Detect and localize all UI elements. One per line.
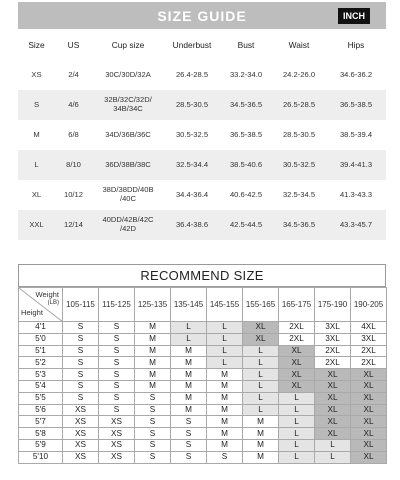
recommend-row [19,333,387,345]
recommended-size-cell: M [207,369,243,381]
recommended-size-cell: M [135,333,171,345]
height-cell: 5'5 [19,392,63,404]
recommended-size-cell: XL [315,428,351,440]
recommended-size-cell: XL [351,451,387,463]
recommended-size-cell: XL [279,345,315,357]
recommended-size-cell: M [207,404,243,416]
recommended-size-cell: XL [243,322,279,334]
weight-range-header: 190-205 [351,288,387,322]
recommend-row [19,439,387,451]
height-cell: 5'4 [19,380,63,392]
recommended-size-cell: L [279,392,315,404]
size-guide-cell: 26.4-28.5 [175,69,209,79]
recommend-row [19,322,387,334]
recommended-size-cell: M [171,392,207,404]
size-guide-cell: 12/14 [55,210,92,240]
recommended-size-cell: XL [351,439,387,451]
recommended-size-cell: L [279,416,315,428]
recommended-size-cell: S [63,357,99,369]
recommended-size-cell: S [99,333,135,345]
recommended-size-cell: XS [63,416,99,428]
recommended-size-cell: L [279,451,315,463]
size-guide-cell: 28.5-30.5 [282,129,316,139]
size-guide-cell: 34D/36B/36C [105,129,151,139]
size-guide-row [18,210,386,240]
recommended-size-cell: XS [99,451,135,463]
recommended-size-cell: S [99,392,135,404]
recommend-row [19,404,387,416]
height-cell: 5'10 [19,451,63,463]
recommended-size-cell: L [207,322,243,334]
size-guide-cell: 38.5-40.6 [220,150,272,180]
size-guide-cell: 32B/32C/32D/ 34B/34C [92,90,164,120]
recommended-size-cell: 3XL [315,333,351,345]
size-guide-cell: 36.5-38.5 [229,129,263,139]
recommended-size-cell: L [207,333,243,345]
recommended-size-cell: S [171,428,207,440]
recommended-size-cell: L [171,322,207,334]
recommended-size-cell: S [63,380,99,392]
recommended-size-cell: XL [243,333,279,345]
recommended-size-cell: 3XL [315,322,351,334]
weight-range-header: 135-145 [171,288,207,322]
size-guide-cell: 41.3-43.3 [339,189,373,199]
recommended-size-cell: S [99,380,135,392]
recommended-size-cell: S [99,357,135,369]
recommended-size-cell: XL [351,416,387,428]
height-cell: 5'2 [19,357,63,369]
recommended-size-cell: M [171,345,207,357]
recommended-size-cell: M [207,392,243,404]
size-guide-cell: 43.3-45.7 [326,210,386,240]
size-guide-row [18,120,386,150]
weight-range-header: 145-155 [207,288,243,322]
recommended-size-cell: S [135,428,171,440]
recommended-size-cell: XL [315,416,351,428]
size-guide-cell: 36.4-38.6 [164,210,220,240]
size-guide-col-header: Size [28,40,45,50]
recommend-row [19,451,387,463]
recommended-size-cell: XL [351,404,387,416]
size-guide-col-header: Bust [237,40,255,50]
height-label: Height [21,308,43,317]
recommended-size-cell: XS [99,428,135,440]
recommended-size-cell: 2XL [351,345,387,357]
size-guide-row [18,60,386,90]
recommended-size-cell: M [243,451,279,463]
size-guide-row [18,150,386,180]
recommended-size-cell: L [243,369,279,381]
recommended-size-cell: L [243,380,279,392]
recommended-size-cell: M [207,428,243,440]
recommended-size-cell: L [279,404,315,416]
recommended-size-cell: M [171,357,207,369]
size-guide-cell: 2/4 [68,69,79,79]
recommended-size-cell: M [207,416,243,428]
recommended-size-cell: XL [279,380,315,392]
recommended-size-cell: S [171,416,207,428]
recommend-row [19,345,387,357]
weight-range-header: 175-190 [315,288,351,322]
size-guide-cell: 28.5-30.5 [164,90,220,120]
size-guide-cell: 39.4-41.3 [326,150,386,180]
height-cell: 5'9 [19,439,63,451]
size-guide-row [18,90,386,120]
recommended-size-cell: XL [315,369,351,381]
size-guide-col-header: Cup size [111,40,145,50]
recommended-size-cell: 2XL [315,357,351,369]
recommended-size-cell: M [135,345,171,357]
size-guide-col-header: Waist [288,40,310,50]
size-guide-cell: 8/10 [55,150,92,180]
recommended-size-cell: S [135,451,171,463]
size-guide-cell: 36.5-38.5 [326,90,386,120]
recommended-size-cell: S [135,416,171,428]
recommend-size-title: RECOMMEND SIZE [18,264,386,287]
size-guide-cell: 24.2-26.0 [282,69,316,79]
weight-range-header: 125-135 [135,288,171,322]
recommend-row [19,380,387,392]
size-label-cell: L [18,150,55,180]
size-guide-col-header: Hips [347,40,365,50]
recommended-size-cell: 3XL [351,333,387,345]
height-cell: 4'1 [19,322,63,334]
recommended-size-cell: S [63,392,99,404]
recommended-size-cell: XL [315,404,351,416]
recommend-row [19,428,387,440]
size-guide-table [18,30,386,240]
recommended-size-cell: XL [279,357,315,369]
recommended-size-cell: XL [279,369,315,381]
weight-range-header: 105-115 [63,288,99,322]
recommended-size-cell: S [135,392,171,404]
unit-badge: INCH [338,8,370,24]
recommended-size-cell: M [207,380,243,392]
height-cell: 5'8 [19,428,63,440]
recommended-size-cell: XS [63,439,99,451]
size-guide-cell: 33.2-34.0 [229,69,263,79]
recommended-size-cell: 2XL [279,333,315,345]
recommended-size-cell: L [171,333,207,345]
weight-range-header: 165-175 [279,288,315,322]
weight-height-corner [19,288,63,322]
size-guide-cell: 10/12 [63,189,83,199]
height-cell: 5'3 [19,369,63,381]
recommended-size-cell: XS [63,428,99,440]
weight-range-header: 155-165 [243,288,279,322]
recommended-size-cell: S [171,439,207,451]
recommended-size-cell: S [99,404,135,416]
size-label-cell: M [33,129,40,139]
size-label-cell: XL [31,189,42,199]
size-guide-cell: 32.5-34.4 [164,150,220,180]
size-guide-header-row [18,30,386,60]
size-guide-col-header: US [67,40,80,50]
size-guide-cell: 30.5-32.5 [272,150,326,180]
recommend-size-section [18,264,386,464]
size-guide-row [18,180,386,210]
size-label-cell: S [18,90,55,120]
recommended-size-cell: 2XL [315,345,351,357]
recommended-size-cell: L [207,345,243,357]
recommended-size-cell: XL [351,369,387,381]
recommended-size-cell: S [63,322,99,334]
height-cell: 5'6 [19,404,63,416]
recommended-size-cell: XS [99,439,135,451]
recommended-size-cell: M [243,416,279,428]
size-guide-header [18,2,386,29]
recommended-size-cell: L [243,404,279,416]
size-guide-cell: 34.6-36.2 [339,69,373,79]
recommend-header-row [19,288,387,322]
recommended-size-cell: S [63,345,99,357]
recommended-size-cell: M [135,322,171,334]
recommended-size-cell: 2XL [351,357,387,369]
recommended-size-cell: M [135,357,171,369]
recommended-size-cell: L [279,439,315,451]
recommended-size-cell: L [207,357,243,369]
recommended-size-cell: S [99,322,135,334]
recommended-size-cell: S [207,451,243,463]
recommended-size-cell: 4XL [351,322,387,334]
size-guide-cell: 26.5-28.5 [272,90,326,120]
size-guide-cell: 42.5-44.5 [220,210,272,240]
recommended-size-cell: L [315,439,351,451]
recommended-size-cell: L [279,428,315,440]
height-cell: 5'0 [19,333,63,345]
recommended-size-cell: M [171,404,207,416]
recommended-size-cell: L [243,345,279,357]
recommended-size-cell: M [171,380,207,392]
size-guide-cell: 6/8 [68,129,79,139]
size-guide-cell: 34.5-36.5 [220,90,272,120]
recommended-size-cell: S [135,439,171,451]
recommended-size-cell: XL [315,392,351,404]
weight-label: Weight (LB) [35,290,59,306]
recommend-size-table [18,287,387,464]
size-guide-cell: 30.5-32.5 [175,129,209,139]
size-guide-cell: 38.5-39.4 [339,129,373,139]
recommended-size-cell: XS [63,404,99,416]
size-label-cell: XS [31,69,42,79]
recommended-size-cell: M [171,369,207,381]
recommended-size-cell: L [315,451,351,463]
size-guide-cell: 38D/38DD/40B /40C [102,185,154,203]
recommended-size-cell: S [135,404,171,416]
height-cell: 5'7 [19,416,63,428]
recommended-size-cell: L [243,392,279,404]
size-label-cell: XXL [18,210,55,240]
recommended-size-cell: XL [315,380,351,392]
recommended-size-cell: XS [99,416,135,428]
size-guide-cell: 34.4-36.4 [175,189,209,199]
size-guide-title: SIZE GUIDE [157,7,247,24]
size-guide-cell: 34.5-36.5 [272,210,326,240]
recommended-size-cell: S [63,369,99,381]
size-guide-cell: 40.6-42.5 [229,189,263,199]
recommended-size-cell: XL [351,392,387,404]
recommended-size-cell: M [207,439,243,451]
recommended-size-cell: S [99,369,135,381]
recommend-row [19,392,387,404]
size-guide-cell: 30C/30D/32A [105,69,151,79]
height-cell: 5'1 [19,345,63,357]
recommend-row [19,369,387,381]
weight-range-header: 115-125 [99,288,135,322]
recommended-size-cell: S [171,451,207,463]
size-guide-cell: 32.5-34.5 [282,189,316,199]
size-guide-col-header: Underbust [172,40,212,50]
recommended-size-cell: M [135,380,171,392]
recommended-size-cell: XS [63,451,99,463]
recommend-row [19,357,387,369]
recommended-size-cell: L [243,357,279,369]
recommended-size-cell: XL [351,380,387,392]
size-guide-cell: 40DD/42B/42C /42D [92,210,164,240]
recommended-size-cell: M [135,369,171,381]
size-guide-cell: 36D/38B/38C [92,150,164,180]
size-guide-cell: 4/6 [55,90,92,120]
recommended-size-cell: XL [351,428,387,440]
recommended-size-cell: S [63,333,99,345]
recommended-size-cell: M [243,428,279,440]
recommended-size-cell: 2XL [279,322,315,334]
recommended-size-cell: M [243,439,279,451]
recommend-row [19,416,387,428]
recommended-size-cell: S [99,345,135,357]
